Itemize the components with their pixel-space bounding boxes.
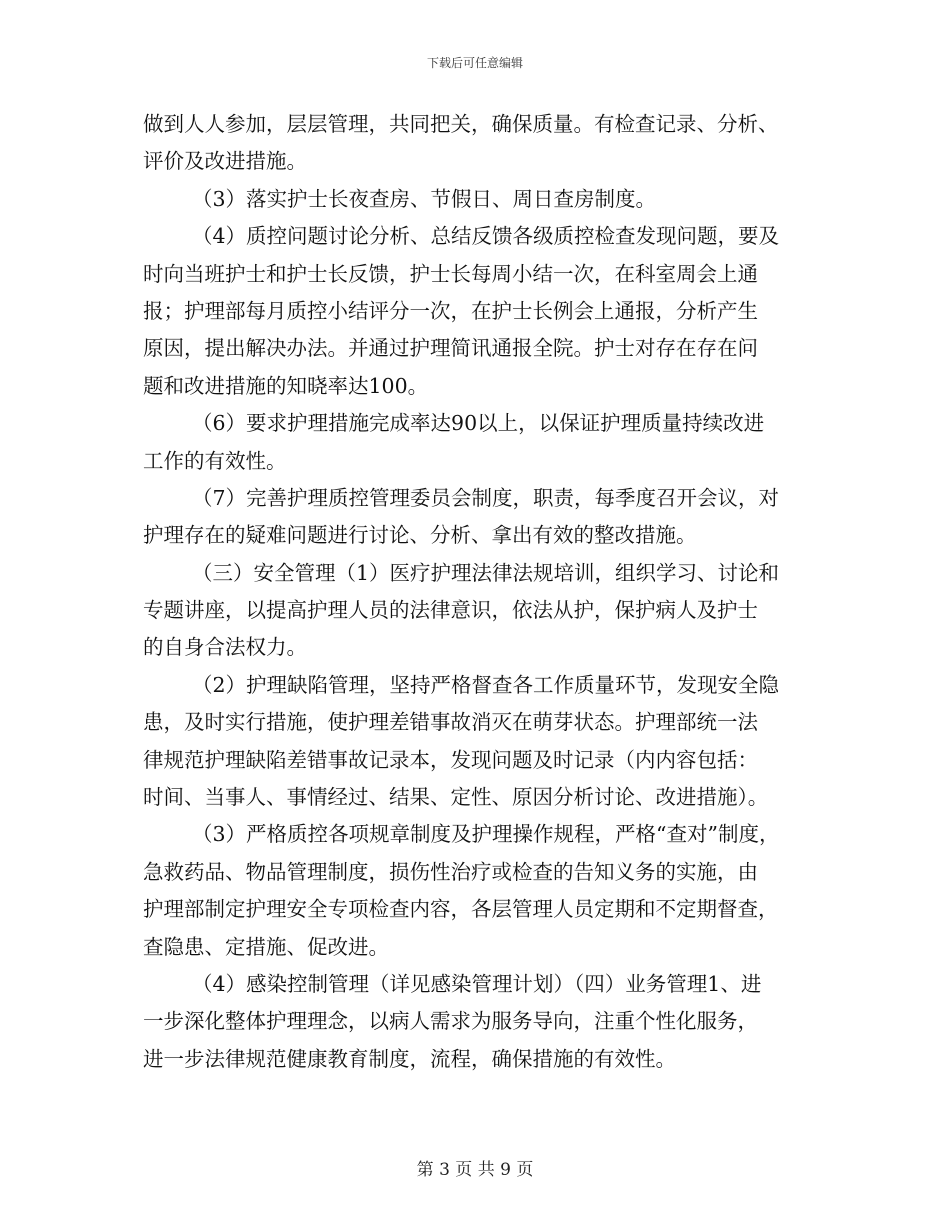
- text-line: 时向当班护士和护士长反馈，护士长每周小结一次，在科室周会上通: [143, 261, 758, 286]
- text-line: 时间、当事人、事情经过、结果、定性、原因分析讨论、改进措施）。: [143, 785, 769, 810]
- text-line: 护理部制定护理安全专项检查内容，各层管理人员定期和不定期督查，: [143, 897, 779, 922]
- page-footer: 第 3 页 共 9 页: [416, 1160, 534, 1180]
- text-line: 患，及时实行措施，使护理差错事故消灭在萌芽状态。护理部统一法: [143, 710, 758, 735]
- text-line: 工作的有效性。: [143, 448, 287, 473]
- text-line: 报；护理部每月质控小结评分一次，在护士长例会上通报，分析产生: [143, 298, 758, 323]
- text-line: 做到人人参加，层层管理，共同把关，确保质量。有检查记录、分析、: [143, 112, 779, 136]
- text-line: （4）质控问题讨论分析、总结反馈各级质控检查发现问题，要及: [192, 224, 780, 249]
- text-line: 原因，提出解决办法。并通过护理简讯通报全院。护士对存在存在问: [143, 336, 758, 361]
- text-line: 护理存在的疑难问题进行讨论、分析、拿出有效的整改措施。: [143, 523, 697, 548]
- text-line: 的自身合法权力。: [143, 635, 307, 660]
- text-line: （2）护理缺陷管理，坚持严格督查各工作质量环节，发现安全隐: [192, 672, 780, 697]
- text-line: 进一步法律规范健康教育制度，流程，确保措施的有效性。: [143, 1046, 676, 1071]
- text-line: 急救药品、物品管理制度，损伤性治疗或检查的告知义务的实施，由: [143, 859, 758, 884]
- text-line: 一步深化整体护理理念，以病人需求为服务导向，注重个性化服务，: [143, 1009, 758, 1034]
- document-body: [143, 106, 823, 1078]
- text-line: 评价及改进措施。: [143, 149, 307, 174]
- text-line: （7）完善护理质控管理委员会制度，职责，每季度召开会议，对: [192, 485, 780, 510]
- text-line: （6）要求护理措施完成率达90以上，以保证护理质量持续改进: [192, 411, 765, 436]
- text-line: 律规范护理缺陷差错事故记录本，发现问题及时记录（内内容包括：: [143, 747, 758, 772]
- text-line: 专题讲座，以提高护理人员的法律意识，依法从护，保护病人及护士: [143, 598, 758, 623]
- page-header: 下载后可任意编辑: [426, 56, 523, 70]
- text-line: （3）落实护士长夜查房、节假日、周日查房制度。: [192, 186, 657, 211]
- text-line: （4）感染控制管理（详见感染管理计划）（四）业务管理1、进: [192, 971, 762, 996]
- text-line: （三）安全管理（1）医疗护理法律法规培训，组织学习、讨论和: [192, 560, 780, 585]
- text-line: 查隐患、定措施、促改进。: [143, 934, 389, 959]
- text-line: （3）严格质控各项规章制度及护理操作规程，严格“查对”制度，: [192, 822, 780, 847]
- text-line: 题和改进措施的知晓率达100。: [143, 373, 429, 398]
